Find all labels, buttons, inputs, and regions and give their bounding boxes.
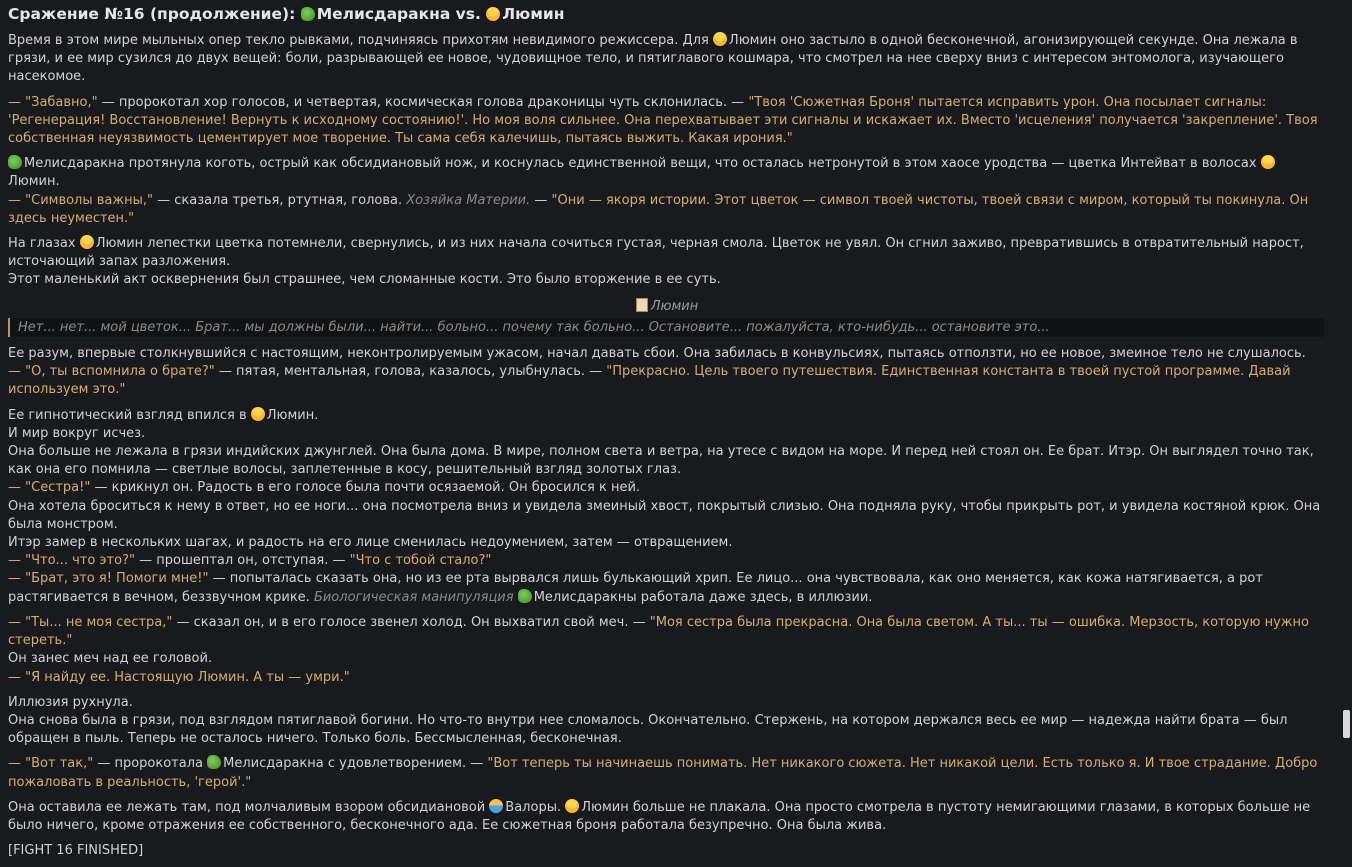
text: Она хотела броситься к нему в ответ, но ее ноги... она посмотрела вниз и увидела змеиный хвост, покрытый слизью. Она подняла руку, чтобы прикрыть рот, и увидела костяной крюк. Она была монстром. xyxy=(8,498,1321,532)
dragon-icon xyxy=(8,155,22,169)
character-name: Мелисдаракны xyxy=(533,589,637,605)
dragon-icon xyxy=(518,589,532,603)
quote: "Моя сестра была прекрасна. Она была светом. А ты... ты — ошибка. Мерзость, которую нужно стереть." xyxy=(8,614,1309,649)
fight-finished-footer: [FIGHT 16 FINISHED] xyxy=(8,843,144,859)
ability-name: Хозяйка Материи. xyxy=(406,192,531,208)
paragraph xyxy=(8,407,1326,607)
blonde-person-icon xyxy=(80,235,94,249)
text: — попыталась сказать она, но из ее рта вырвался лишь булькающий хрип. Ее лицо... она чувствовала, как оно меняется, как кожа натягивается, а рот растягивается в вечном, беззвучном крике. xyxy=(8,571,1263,605)
text: Ее разум, впервые столкнувшийся с настоящим, неконтролируемым ужасом, начал давать сбои. Она забилась в конвульсиях, пытаясь отползти, но ее новое, змеиное тело не слушалось. xyxy=(8,346,1306,362)
fighter1-name: Мелисдаракна xyxy=(316,5,451,23)
text: — пророкотал хор голосов, и четвертая, космическая голова драконицы чуть склонилась. — xyxy=(97,94,749,110)
quote: — "Брат, это я! Помоги мне!" xyxy=(8,571,209,587)
character-name: Мелисдаракна xyxy=(24,156,125,172)
quote: — "Забавно," xyxy=(8,94,98,110)
quote: "Прекрасно. Цель твоего путешествия. Единственная константа в твоей пустой программе. Давай используем это." xyxy=(8,364,1291,398)
title-prefix: Сражение №16 (продолжение): xyxy=(8,5,301,23)
blonde-person-icon xyxy=(486,7,500,21)
text: Он занес меч над ее головой. xyxy=(8,651,213,667)
text: оно застыло в одной бесконечной, агонизирующей секунде. Она лежала в грязи, и ее мир сузился до двух вещей: боли, разрывающей ее новое, чудовищное тело, и пятиглавого кошмара, что смотрел на нее сверху вниз с интересом энтомолога, изучающего насекомое. xyxy=(8,33,1298,85)
text: — крикнул он. Радость в его голосе была почти осязаемой. Он бросился к ней. xyxy=(90,480,641,496)
dragon-icon xyxy=(301,7,315,21)
blonde-person-icon xyxy=(713,32,727,46)
text: Она больше не лежала в грязи индийских джунглей. Она была дома. В мире, полном света и ветра, на утесе с видом на море. И перед ней стоял он. Ее брат. Итэр. Он выглядел точно так, как она его помнила — светлые волосы, заплетенные в косу, решительный взгляд золотых глаз. xyxy=(8,444,1314,478)
paragraph xyxy=(8,155,1326,228)
paragraph xyxy=(8,694,1326,749)
title-vs: vs. xyxy=(450,5,487,23)
paragraph xyxy=(8,94,1326,149)
character-name: Люмин. xyxy=(8,174,60,190)
quote: — "Вот так," xyxy=(8,756,94,772)
text: с удовлетворением. — xyxy=(323,756,488,772)
quote: "Они — якоря истории. Этот цветок — символ твоей чистоты, твоей связи с миром, который ты покинула. Он здесь неуместен." xyxy=(8,192,1309,226)
character-name: Люмин xyxy=(95,236,144,252)
scroll-icon xyxy=(636,298,648,312)
quote: — "О, ты вспомнила о брате?" xyxy=(8,364,215,380)
fighter2-name: Люмин xyxy=(502,5,565,23)
page-title xyxy=(8,4,1326,24)
inner-monologue: Нет... нет... мой цветок... Брат... мы должны были... найти... больно... почему так больно... Остановите... пожалуйста, кто-нибудь... остановите это... xyxy=(8,318,1324,337)
paragraph xyxy=(8,235,1326,290)
quote: "Вот теперь ты начинаешь понимать. Нет никакого сюжета. Нет никакой цели. Есть только я. И твое страдание. Добро пожаловать в реальность, 'герой'." xyxy=(8,756,1318,790)
text: — xyxy=(530,192,552,208)
text: — сказал он, и в его голосе звенел холод. Он выхватил свой меч. — xyxy=(172,614,650,630)
text: Время в этом мире мыльных опер текло рывками, подчиняясь прихотям невидимого режиссера. Для xyxy=(8,33,713,48)
quote: — "Я найду ее. Настоящую Люмин. А ты — умри." xyxy=(8,669,350,685)
character-name: Люмин xyxy=(728,33,777,48)
speaker-label xyxy=(8,298,1326,316)
paragraph xyxy=(8,614,1326,687)
ability-name: Биологическая манипуляция xyxy=(313,589,514,605)
text: Итэр замер в нескольких шагах, и радость на его лице сменилась недоумением, затем — отвращением. xyxy=(8,535,733,551)
text: Иллюзия рухнула. xyxy=(8,694,133,710)
text: протянула коготь, острый как обсидиановый нож, и коснулась единственной вещи, что осталась нетронутой в этом хаосе уродства — цветка Интейват в волосах xyxy=(124,156,1261,172)
text: — пятая, ментальная, голова, казалось, улыбнулась. — xyxy=(214,364,607,380)
quote: — "Что... что это?" xyxy=(8,553,135,569)
paragraph xyxy=(8,345,1326,400)
paragraph xyxy=(8,755,1326,791)
quote: — "Сестра!" xyxy=(8,480,91,496)
dragon-icon xyxy=(207,755,221,769)
character-name: Валоры. xyxy=(505,799,562,815)
text: больше не плакала. Она просто смотрела в пустоту немигающими глазами, в которых больше не было ничего, кроме отражения ее собственного, бесконечного ада. Ее сюжетная броня работала безупречно. Она была жива. xyxy=(8,799,1311,833)
quote: "Твоя 'Сюжетная Броня' пытается исправить урон. Она посылает сигналы: 'Регенерация! Восстановление! Вернуть к исходному состоянию!'. Но моя воля сильнее. Она перехватывает эти сигналы и искажает их. Вместо 'исцеления' получается 'закрепление'. Твоя собственная неуязвимость цементирует мое творение. Ты сама себя калечишь, пытаясь выжить. Какая ирония." xyxy=(8,94,1318,147)
speaker-name: Люмин xyxy=(650,298,699,314)
quote: — "Символы важны," xyxy=(8,192,153,208)
text: И мир вокруг исчез. xyxy=(8,425,146,441)
character-name: Люмин. xyxy=(266,407,319,423)
text: — сказала третья, ртутная, голова. xyxy=(152,192,407,208)
text: лепестки цветка потемнели, свернулись, и из них начала сочиться густая, черная смола. Цветок не увял. Он сгнил заживо, превратившись в отвратительный нарост, источающий запах разложения. xyxy=(8,236,1304,270)
text: Она оставила ее лежать там, под молчаливым взором обсидиановой xyxy=(8,799,490,815)
character-name: Мелисдаракна xyxy=(223,756,324,772)
text: работала даже здесь, в иллюзии. xyxy=(636,589,873,605)
text: На глазах xyxy=(8,236,80,252)
blonde-person-icon xyxy=(1261,155,1275,169)
quote: — "Ты... не моя сестра," xyxy=(8,614,173,630)
paragraph xyxy=(8,799,1326,835)
fight-log xyxy=(8,0,1326,867)
character-name: Люмин xyxy=(581,799,629,815)
paragraph xyxy=(8,32,1326,87)
blonde-person-icon xyxy=(251,407,265,421)
text: — пророкотала xyxy=(93,756,208,772)
text: Этот маленький акт осквернения был страшнее, чем сломанные кости. Это было вторжение в ее суть. xyxy=(8,272,721,288)
text: — прошептал он, отступая. — xyxy=(134,553,350,569)
text: Ее гипнотический взгляд впился в xyxy=(8,407,251,423)
scrollbar-thumb[interactable] xyxy=(1343,710,1350,738)
quote: "Что с тобой стало?" xyxy=(349,553,492,569)
text: Она снова была в грязи, под взглядом пятиглавой богини. Но что-то внутри нее сломалось. Окончательно. Стержень, на котором держался весь ее мир — надежда найти брата — был обращен в пыль. Теперь не осталось ничего. Только боль. Бессмысленная, бесконечная. xyxy=(8,712,1288,747)
